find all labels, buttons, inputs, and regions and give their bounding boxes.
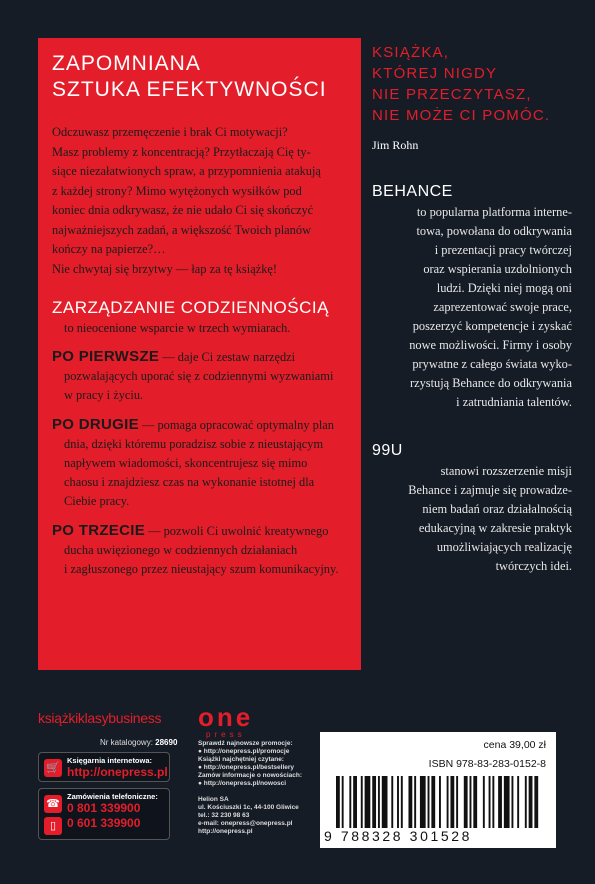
barcode-box — [320, 732, 556, 848]
barcode-bar — [431, 776, 435, 828]
barcode-bar — [504, 776, 510, 828]
phone-icon: ☎ — [44, 795, 62, 813]
barcode-bar — [473, 776, 477, 828]
barcode-digits: 9 788328 301528 — [324, 828, 472, 844]
barcode-bar — [361, 776, 363, 828]
point-second: PO DRUGIE — pomaga opracować optymalny plan dnia, dzięki któremu poradzisz sobie z nieustającym napływem wiadomości, skoncentrujesz się mimo chaosu i znajdziesz czas na wykonanie istotnej dla Ciebie pracy. — [52, 416, 334, 508]
quote: KSIĄŻKA, KTÓREJ NIGDY NIE PRZECZYTASZ, NIE MOŻE CI POMÓC. — [372, 44, 551, 124]
barcode-bar — [365, 776, 371, 828]
online-store-box[interactable]: 🛒 Księgarnia internetowa: http://onepress.pl — [38, 752, 170, 782]
publisher-info: Sprawdź najnowsze promocje: ● http://onepress.pl/promocje Książki najchętniej czytane: ● http://onepress.pl/bestsellery Zamów informacje o nowościach: ● http://onepress.pl/nowosci Helion SA ul. Kościuszki 1c, 44-100 Gliwice tel.: 32 230 98 63 e-mail: onepress@onepress.pl http://onepress.pl — [198, 740, 303, 835]
barcode-bar — [342, 776, 344, 828]
barcode-bar — [439, 776, 441, 828]
quote-author: Jim Rohn — [372, 138, 419, 152]
barcode-bar — [378, 776, 380, 828]
barcode-bar — [517, 776, 519, 828]
barcode-bar — [382, 776, 388, 828]
section-subheading: to nieocenione wsparcie w trzech wymiarach. — [64, 321, 291, 335]
intro-text: Odczuwasz przemęczenie i brak Ci motywacji? Masz problemy z koncentracją? Przytłaczają Cię ty- siące niezałatwionych spraw, a przypomnienia atakują z każdej strony? Mimo wytężonych wysiłków pod koniec dnia odkrywasz, że nie udało Ci się skończyć najważniejszych zadań, a większość Twoich planów kończy na papierze?… Nie chwytaj się brzytwy — łap za tę książkę! — [52, 125, 321, 276]
footer — [0, 700, 595, 884]
cart-icon: 🛒 — [44, 759, 62, 777]
barcode-bar — [525, 776, 527, 828]
phone-orders-box: ☎ ▯ Zamówienia telefoniczne: 0 801 339900 0 601 339900 — [38, 788, 170, 840]
catalog-number: Nr katalogowy: 28690 — [100, 738, 178, 747]
point-third: PO TRZECIE — pozwoli Ci uwolnić kreatywnego ducha uwięzionego w codziennych działaniach i zagłuszonego przez nieustający szum komunikacyjny. — [52, 522, 339, 576]
barcode-bar — [464, 776, 468, 828]
barcode-bar — [483, 776, 485, 828]
red-panel — [38, 38, 361, 670]
store-link[interactable]: http://onepress.pl — [67, 765, 168, 779]
isbn: ISBN 978-83-283-0152-8 — [428, 758, 546, 770]
barcode-bar — [372, 776, 376, 828]
barcode-bar — [420, 776, 426, 828]
barcode-bar — [428, 776, 430, 828]
barcode-bar — [401, 776, 403, 828]
series-brand: książkiklasybusiness — [38, 710, 162, 726]
barcode-bar — [450, 776, 454, 828]
main-title: ZAPOMNIANA SZTUKA EFEKTYWNOŚCI — [52, 52, 327, 101]
point-first: PO PIERWSZE — daje Ci zestaw narzędzi pozwalających uporać się z codziennymi wyzwaniami w pracy i życiu. — [52, 348, 334, 402]
right-column — [372, 42, 572, 576]
barcode-bar — [336, 776, 340, 828]
99u-heading: 99U — [372, 442, 403, 459]
barcode-bar — [511, 776, 513, 828]
mobile-icon: ▯ — [44, 817, 62, 835]
behance-heading: BEHANCE — [372, 183, 453, 200]
barcode-bar — [498, 776, 502, 828]
section-heading: ZARZĄDZANIE CODZIENNOŚCIĄ — [52, 298, 329, 317]
barcode-bar — [397, 776, 399, 828]
phone-number-2: 0 601 339900 — [67, 816, 141, 830]
behance-text: to popularna platforma interne- towa, powołana do odkrywania i prezentacji pracy twórczej oraz wspierania uzdolnionych ludzi. Dzięki niej mogą oni zaprezentować swoje prace, poszerzyć kompetencje i zyskać nowe możliwości. Firmy i osoby prywatne z całego świata wyko- rzystują Behance do odkrywania i zatrudniania talentów. — [409, 205, 572, 409]
red-panel-content — [52, 51, 352, 579]
barcode-bar — [529, 776, 533, 828]
barcode-bar — [408, 776, 412, 828]
barcode-bar — [447, 776, 449, 828]
barcode-bar — [391, 776, 393, 828]
barcode-bar — [349, 776, 351, 828]
barcode-bar — [489, 776, 491, 828]
price: cena 39,00 zł — [483, 739, 546, 751]
onepress-logo: one press — [198, 702, 254, 739]
99u-text: stanowi rozszerzenie misji Behance i zajmuje się prowadze- niem badań oraz działalnością edukacyjną w zakresie praktyk umożliwiających realizację twórczych idei. — [408, 464, 572, 573]
barcode-bar — [456, 776, 458, 828]
barcode-icon — [336, 776, 542, 828]
barcode-bar — [353, 776, 357, 828]
barcode-bar — [534, 776, 538, 828]
barcode-bar — [492, 776, 494, 828]
phone-number-1: 0 801 339900 — [67, 801, 141, 815]
barcode-bar — [414, 776, 416, 828]
barcode-bar — [470, 776, 472, 828]
